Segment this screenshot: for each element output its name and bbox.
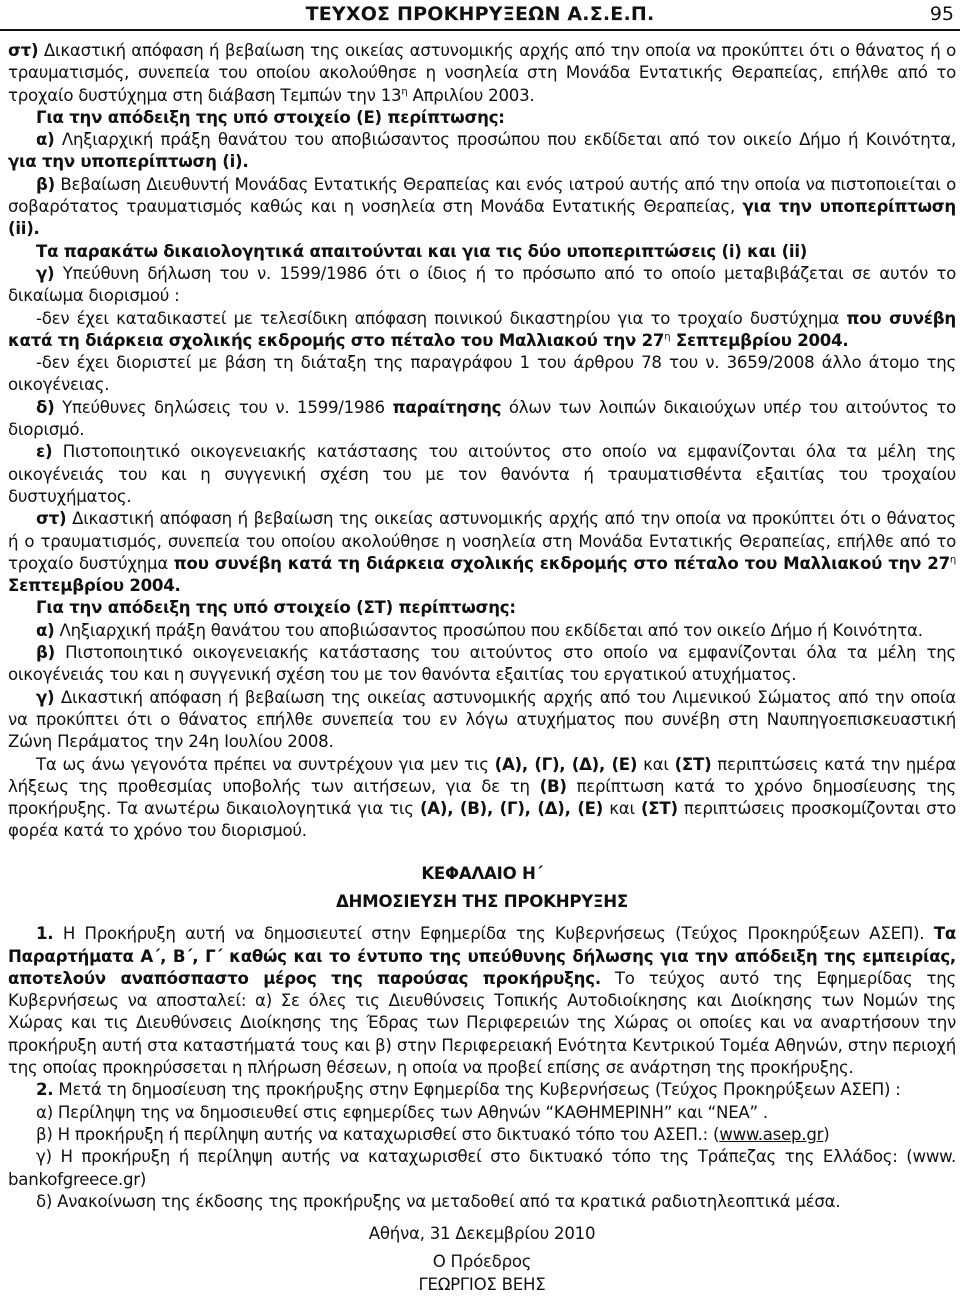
paragraph-bold: που συνέβη κατά τη διάρκεια σχολικής εκδρομής στο πέταλο του Μαλλιακού την 27 [8,308,956,350]
item-label: στ) [8,41,39,60]
spacer [8,1213,956,1223]
paragraph-bold: (Α), (Β), (Γ), (Δ), (Ε) [419,799,604,819]
paragraph-bold: (ΣΤ) [640,799,678,819]
signature-name: ΓΕΩΡΓΙΟΣ ΒΕΗΣ [418,1274,546,1294]
paragraph-bold: που συνέβη κατά τη διάρκεια σχολικής εκδρομής στο πέταλο του Μαλλιακού την 27 [173,553,950,573]
paragraph-bold: Σεπτεμβρίου 2004. [8,576,181,596]
paragraph-e-st [8,508,956,597]
paragraph-text: περιπτώσεις προσκομίζονται στο φορέα κατά το χρόνο του διορισμού. [8,799,956,841]
paragraph-text: περιπτώσεις κατά την ημέρα λήξεως της προθεσμίας υποβολής των αιτήσεων, για δε τη [8,754,956,796]
paragraph-bold: παραίτησης [392,397,502,417]
paragraph-text: Δικαστική απόφαση ή βεβαίωση της οικείας αστυνομικής αρχής από την οποία να προκύπτει ότι ο θάνατος ή ο τραυματισμός, συνεπεία του οποίου ακολούθησε η νοσηλεία στη Μονάδα Εντατικής Θεραπείας, επήλθε από το τροχαίο δυστύχημα [8,509,956,573]
page-number: 95 [929,3,954,25]
paragraph-text: Δικαστική απόφαση ή βεβαίωση της οικείας αστυνομικής αρχής από την οποία να προκύπτει ότι ο θάνατος ή ο τραυματισμός, συνεπεία του οποίου ακολούθησε η νοσηλεία στη Μονάδα Εντατικής Θεραπείας, επήλθε από το τροχαίο δυστύχημα στη διάβαση Τεμπών την 13 [8,41,956,105]
chapter-subtitle [8,891,956,913]
superscript: η [949,554,956,566]
paragraph-text: δ) Ανακοίνωση της έκδοσης της προκήρυξης να μεταδοθεί από τα κρατικά ραδιοτηλεοπτικά μέσα. [36,1191,841,1211]
paragraph-publication-1 [8,923,956,1079]
document-body [8,40,956,1296]
page-title: ΤΕΥΧΟΣ ΠΡΟΚΗΡΥΞΕΩΝ Α.Σ.Ε.Π. [305,3,655,25]
item-label: στ) [36,509,67,529]
chapter-title [8,863,956,885]
paragraph-text: -δεν έχει καταδικαστεί με τελεσίδικη απόφαση ποινικού δικαστηρίου για το τροχαίο δυστύχημα [36,308,847,328]
chapter-subtitle-text: ΔΗΜΟΣΙΕΥΣΗ ΤΗΣ ΠΡΟΚΗΡΥΞΗΣ [335,891,629,911]
paragraph-publication-a [8,1102,956,1124]
paragraph-text: Ληξιαρχική πράξη θανάτου του αποβιώσαντος προσώπου που εκδίδεται από τον οικείο Δήμο ή Κοινότητα, [54,130,956,150]
paragraph-e-e [8,441,956,508]
paragraph-text: Βεβαίωση Διευθυντή Μονάδας Εντατικής Θεραπείας και ενός ιατρού αυτής από την οποία να πιστοποιείται ο σοβαρότατος τραυματισμός καθώς και η νοσηλεία στη Μονάδα Εντατικής Θεραπείας, [8,174,956,217]
heading-section-st [8,597,956,619]
paragraph-e-d [8,397,956,442]
paragraph-publication-c [8,1146,956,1191]
paragraph-text: Τα ως άνω γεγονότα πρέπει να συντρέχουν για μεν τις [36,754,495,774]
paragraph-text: Μετά τη δημοσίευση της προκήρυξης στην Εφημερίδα της Κυβερνήσεως (Τεύχος Προκηρύξεων ΑΣΕΠ) : [53,1080,901,1100]
item-label: ε) [36,442,53,462]
paragraph-bold: (Β) [539,776,567,796]
item-label: γ) [36,687,55,707]
paragraph-bold: για την υποπερίπτωση (i). [8,152,249,172]
paragraph-publication-d [8,1191,956,1213]
signature-role: Ο Πρόεδρος [432,1252,532,1272]
item-label: β) [36,643,55,663]
superscript: η [401,86,408,98]
paragraph-bold: Σεπτεμβρίου 2004. [670,330,849,350]
paragraph-st-b [8,642,956,687]
header-rule [0,29,960,31]
item-label: α) [36,620,55,640]
paragraph-bold: (ΣΤ) [674,754,712,774]
paragraph-e-c [8,263,956,308]
paragraph-text: Δικαστική απόφαση ή βεβαίωση της οικείας αστυνομικής αρχής από του Λιμενικού Σώματος από την οποία να προκύπτει ότι ο θάνατος επήλθε συνεπεία του εν λόγω ατυχήματος που συνέβη στη Ναυπηγοεπισκευαστική Ζώνη Περάματος την 24η Ιουλίου 2008. [8,687,956,752]
item-label: 1. [36,924,54,944]
section-heading: Για την απόδειξη της υπό στοιχείο (Ε) περίπτωσης: [36,107,505,127]
item-label: γ) [36,263,55,283]
paragraph-text: Υπεύθυνη δήλωση του ν. 1599/1986 ότι ο ίδιος ή το πρόσωπο από το οποίο μεταβιβάζεται σε αυτόν το δικαίωμα διορισμού : [8,263,956,306]
paragraph-bold: (Α), (Γ), (Δ), (Ε) [494,754,638,774]
paragraph-e-a [8,129,956,174]
asep-link[interactable]: www.asep.gr [719,1124,824,1144]
heading-both-subcases [8,241,956,263]
heading-section-e [8,107,956,129]
paragraph-text: Πιστοποιητικό οικογενειακής κατάστασης του αιτούντος στο οποίο να εμφανίζονται όλα τα μέλη της οικογένειάς του και η συγγενική σχέση του με τον θανόντα εξαιτίας του εργατικού ατυχήματος. [8,643,956,685]
paragraph-text: γ) Η προκήρυξη ή περίληψη αυτής να καταχωρισθεί στο δικτυακό τόπο της Τράπεζας της Ελλάδος: (www. bankofgreece.gr) [8,1147,956,1189]
paragraph-st-c [8,687,956,754]
paragraph-bold: Τα Παραρτήματα Α΄, Β΄, Γ΄ καθώς και το έντυπο της υπεύθυνης δήλωσης για την απόδειξη της εμπειρίας, αποτελούν αναπόσπαστο μέρος της παρούσας προκήρυξης. [8,924,956,988]
paragraph-text: -δεν έχει διοριστεί με βάση τη διάταξη της παραγράφου 1 του άρθρου 78 του ν. 3659/2008 άλλο άτομο της οικογένειας. [8,353,956,395]
paragraph-e-dash-2 [8,352,956,397]
superscript: η [664,331,671,343]
paragraph-e-dash-1 [8,308,956,353]
paragraph-text: α) Περίληψη της να δημοσιευθεί στις εφημερίδες των Αθηνών “ΚΑΘΗΜΕΡΙΝΗ” και “ΝΕΑ” . [36,1102,768,1122]
paragraph-text: Ληξιαρχική πράξη θανάτου του αποβιώσαντος προσώπου που εκδίδεται από τον οικείο Δήμο ή Κοινότητα. [54,620,923,640]
paragraph-summary [8,754,956,843]
item-label: β) [36,174,55,194]
paragraph-st-a [8,620,956,642]
paragraph-text: Υπεύθυνες δηλώσεις του ν. 1599/1986 [54,397,393,417]
paragraph-text: Η Προκήρυξη αυτή να δημοσιευτεί στην Εφημερίδα της Κυβερνήσεως (Τεύχος Προκηρύξεων ΑΣΕΠ). [53,924,934,944]
page-header [0,0,960,30]
spacer [8,843,956,857]
paragraph-publication-2 [8,1079,956,1101]
paragraph-text: και [603,799,641,819]
item-label: 2. [36,1080,54,1100]
paragraph-text: β) Η προκήρυξη ή περίληψη αυτής να καταχωρισθεί στο δικτυακό τόπο του ΑΣΕΠ.: ( [36,1124,720,1144]
item-label: δ) [36,397,55,417]
paragraph-bold: για την υποπερίπτωση (ii). [8,197,956,239]
paragraph-text: όλων των λοιπών δικαιούχων υπέρ του αιτούντος το διορισμό. [8,397,957,440]
chapter-title-text: ΚΕΦΑΛΑΙΟ Η΄ [421,863,543,883]
paragraph-text: Πιστοποιητικό οικογενειακής κατάστασης του αιτούντος στο οποίο να εμφανίζονται όλα τα μέλη της οικογένειάς του και η συγγενική σχέση του με τον θανόντα ή τραυματισθέντα εξαιτίας του τροχαίου δυστυχήματος. [8,442,956,506]
section-heading: Τα παρακάτω δικαιολογητικά απαιτούνται και για τις δύο υποπεριπτώσεις (i) και (ii) [36,241,808,261]
paragraph-text: και [637,754,675,774]
paragraph-text: Το τεύχος αυτό της Εφημερίδας της Κυβερνήσεως να αποσταλεί: α) Σε όλες τις Διευθύνσεις Τοπικής Αυτοδιοίκησης και Διοίκησης των Νομών της Χώρας και τις Διευθύνσεις Διοίκησης της Έδρας των Περιφερειών της Χώρας οι οποίες και να αναρτήσουν την προκήρυξη αυτή στα καταστήματά τους και β) στην Περιφερειακή Ενότητα Κεντρικού Τομέα Αθηνών, στην περιοχή της οποίας προκηρύσσεται η πλήρωση θέσεων, η οποία να προβεί επίσης σε ανάρτηση της προκήρυξης. [8,968,956,1078]
paragraph-text: περίπτωση κατά το χρόνο δημοσίευσης της προκήρυξης. Τα ανωτέρω δικαιολογητικά για τις [8,776,956,819]
paragraph-publication-b [8,1124,956,1146]
paragraph-text: Απριλίου 2003. [407,85,535,105]
section-heading: Για την απόδειξη της υπό στοιχείο (ΣΤ) περίπτωσης: [36,598,516,618]
spacer [8,913,956,923]
paragraph-e-b [8,174,956,241]
paragraph-text: ) [823,1124,830,1144]
item-label: α) [36,130,55,150]
signature-place-date: Αθήνα, 31 Δεκεμβρίου 2010 [368,1224,596,1244]
paragraph-e-intro-st [8,40,956,107]
